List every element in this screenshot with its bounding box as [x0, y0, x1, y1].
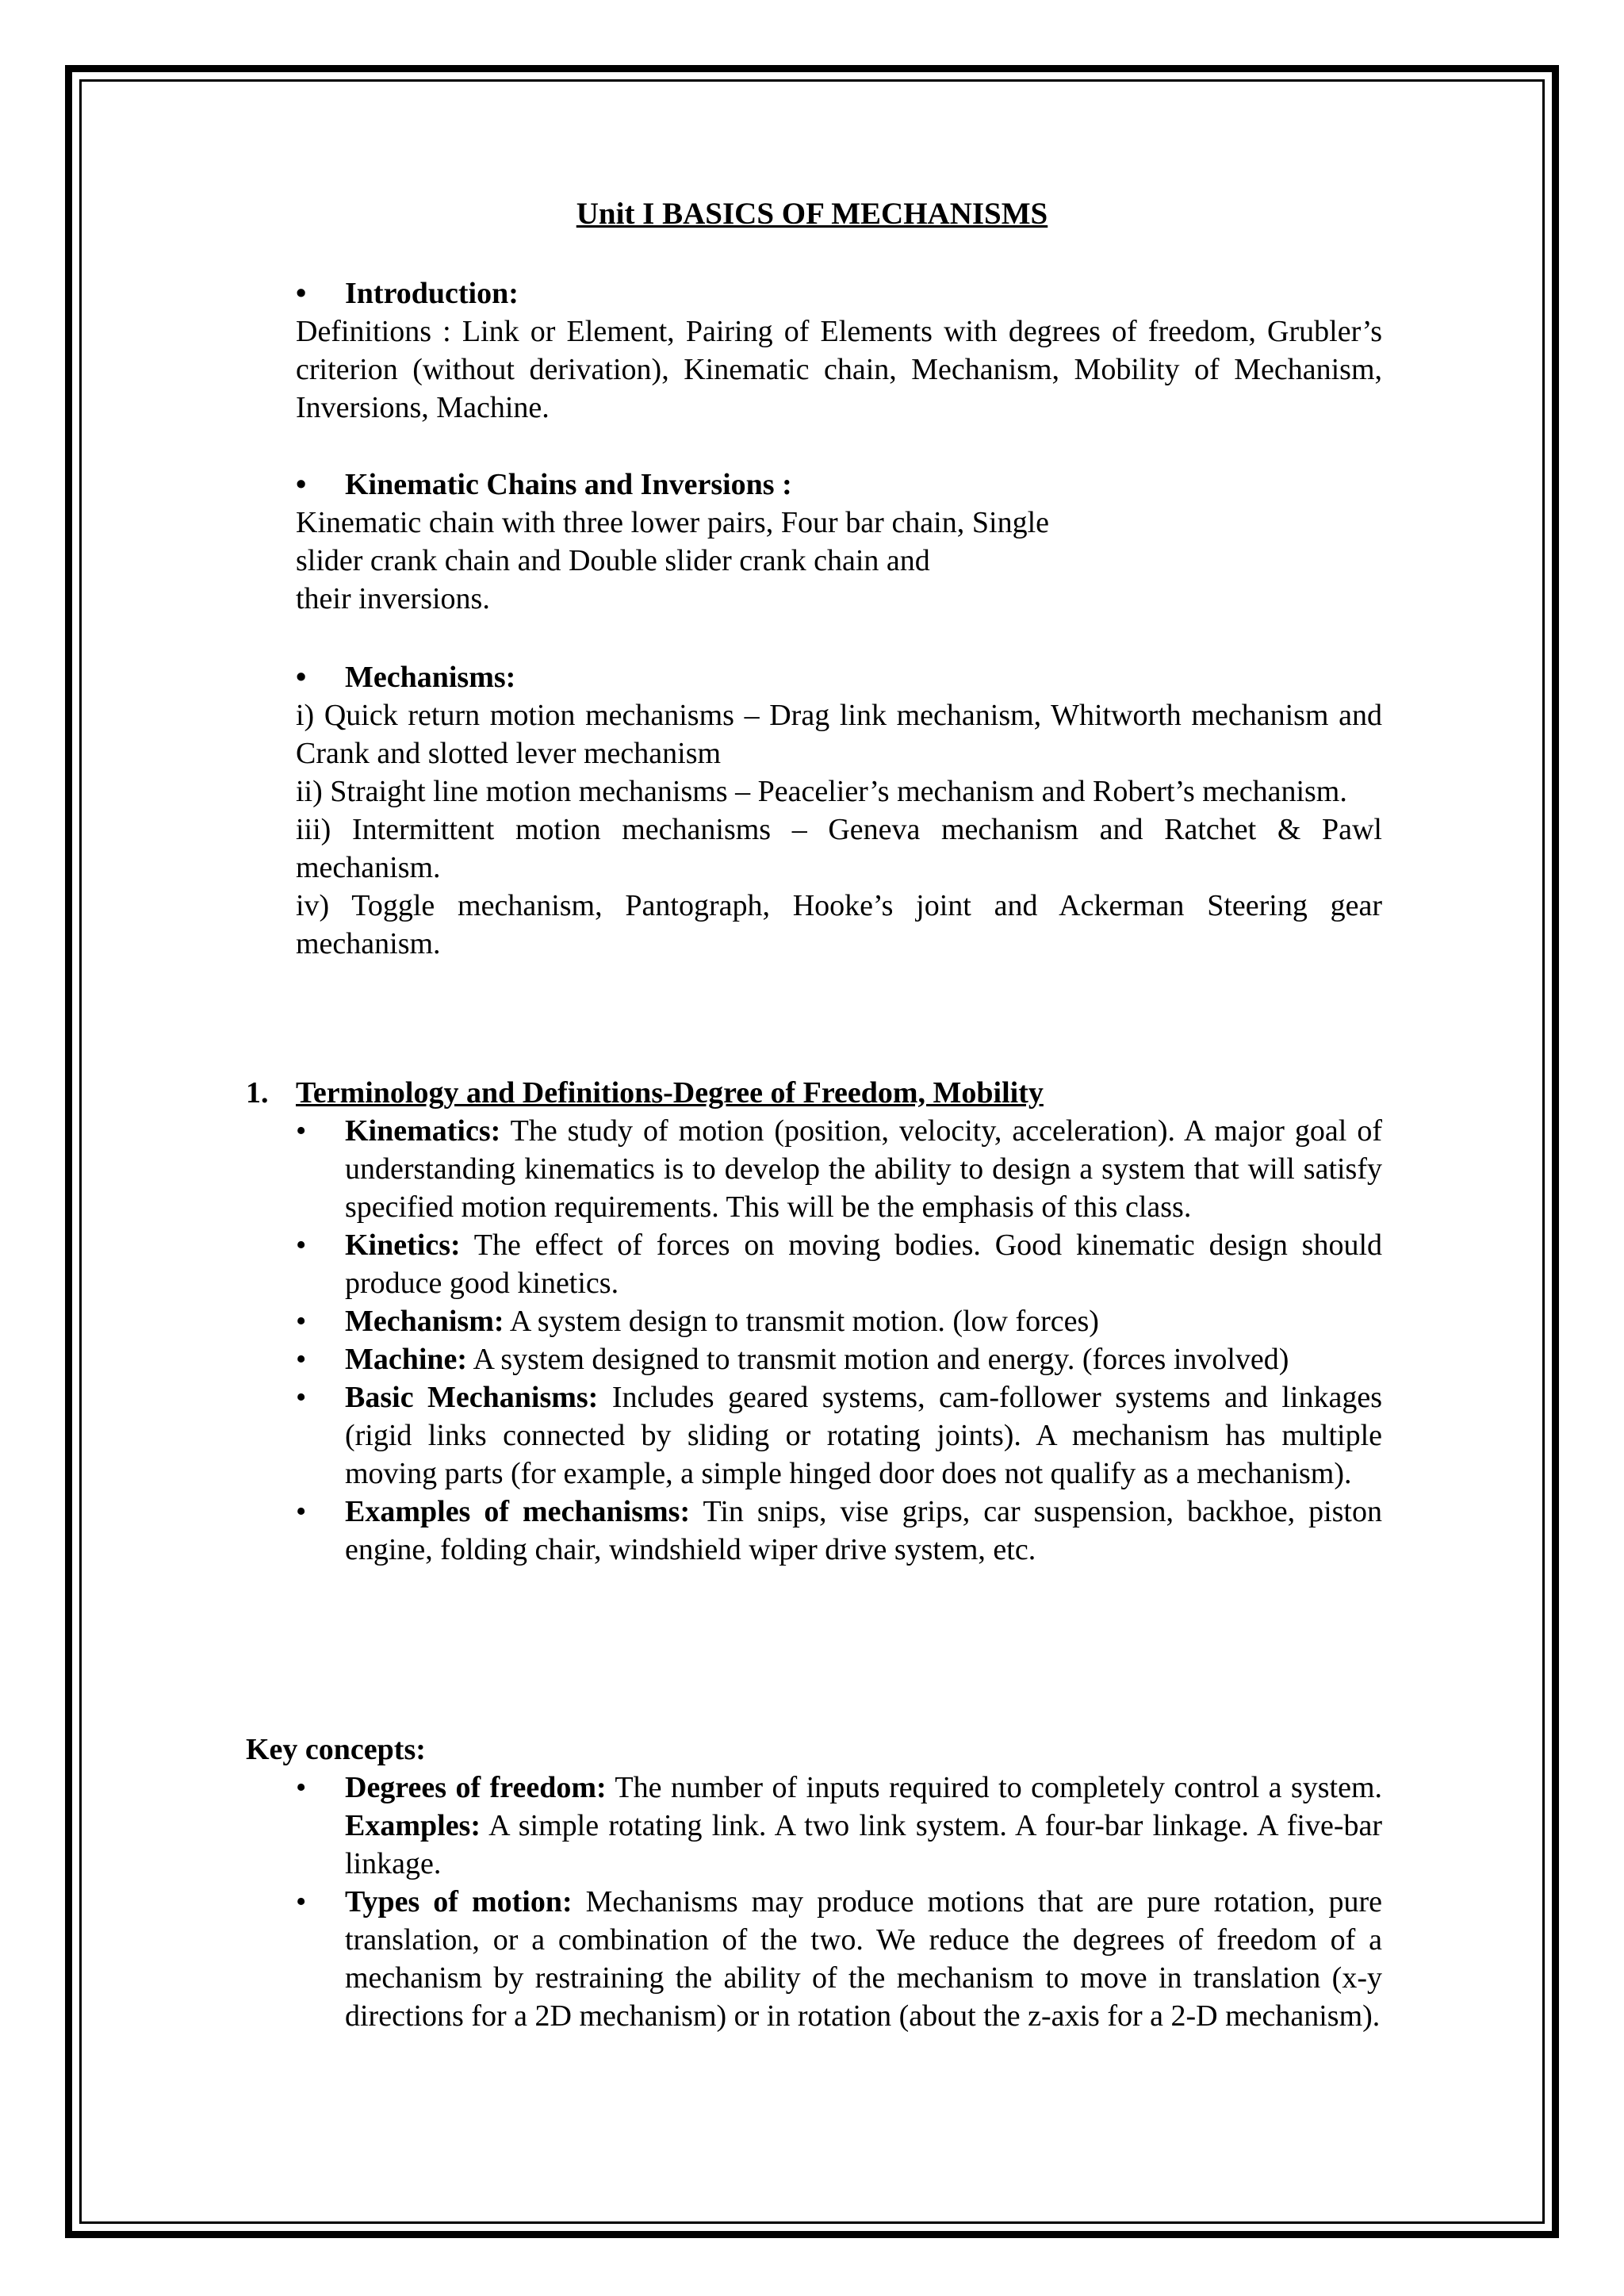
list-item	[296, 1340, 1382, 1378]
list-item	[296, 1226, 1382, 1302]
key-concepts-heading: Key concepts:	[246, 1733, 426, 1766]
section-number: 1.	[246, 1076, 269, 1110]
term-text: A simple rotating link. A two link system. A four-bar linkage. A five-bar linkage.	[345, 1809, 1382, 1880]
term-text: A system design to transmit motion. (low forces)	[504, 1305, 1099, 1338]
term-label: Basic Mechanisms:	[345, 1381, 599, 1414]
mechanisms-item-i: i) Quick return motion mechanisms – Drag link mechanism, Whitworth mechanism and Crank and slotted lever mechanism	[296, 699, 1382, 770]
term-label: Machine:	[345, 1343, 468, 1376]
term-label: Types of motion:	[345, 1885, 573, 1918]
chains-section	[296, 466, 1382, 618]
bullet-icon: •	[296, 277, 307, 310]
term-label: Mechanism:	[345, 1305, 504, 1338]
chains-text-line2: their inversions.	[296, 582, 490, 615]
term-text: Includes geared systems, cam-follower systems and linkages (rigid links connected by sliding or rotating joints). A mechanism has multiple moving parts (for example, a simple hinged door does not qualify as a mechanism).	[345, 1381, 1382, 1490]
chains-heading: • Kinematic Chains and Inversions :	[296, 466, 1382, 504]
key-concepts-list	[296, 1769, 1382, 2035]
section-1-heading	[246, 1074, 1044, 1112]
bullet-icon: •	[296, 661, 307, 694]
list-item	[296, 1302, 1382, 1340]
term-label: Degrees of freedom:	[345, 1771, 607, 1804]
term-text: Tin snips, vise grips, car suspension, backhoe, piston engine, folding chair, windshield wiper drive system, etc.	[345, 1495, 1382, 1566]
intro-heading: • Introduction:	[296, 274, 1382, 312]
term-text: A system designed to transmit motion and energy. (forces involved)	[467, 1343, 1289, 1376]
bullet-icon: •	[296, 1114, 307, 1148]
mechanisms-heading: • Mechanisms:	[296, 658, 1382, 696]
section-title: Terminology and Definitions-Degree of Freedom, Mobility	[296, 1076, 1044, 1110]
term-text: The effect of forces on moving bodies. Good kinematic design should produce good kinetics.	[345, 1228, 1382, 1300]
list-item	[296, 1378, 1382, 1493]
chains-text-line1: Kinematic chain with three lower pairs, Four bar chain, Single slider crank chain and Double slider crank chain and	[296, 506, 1049, 577]
bullet-icon: •	[296, 1885, 307, 1918]
term-label: Examples of mechanisms:	[345, 1495, 691, 1528]
examples-label: Examples:	[345, 1809, 481, 1842]
bullet-icon: •	[296, 1771, 307, 1804]
bullet-icon: •	[296, 1228, 307, 1262]
term-text: Mechanisms may produce motions that are pure rotation, pure translation, or a combination of the two. We reduce the degrees of freedom of a mechanism by restraining the ability of the mechanism to move in translation (x-y directions for a 2D mechanism) or in rotation (about the z-axis for a 2-D mechanism).	[345, 1885, 1382, 2033]
mechanisms-item-ii: ii) Straight line motion mechanisms – Peacelier’s mechanism and Robert’s mechanism.	[296, 775, 1347, 808]
list-item	[296, 1769, 1382, 1883]
intro-text: Definitions : Link or Element, Pairing of Elements with degrees of freedom, Grubler’s criterion (without derivation), Kinematic chain, Mechanism, Mobility of Mechanism, Inversions, Machine.	[296, 315, 1382, 424]
mechanisms-item-iv: iv) Toggle mechanism, Pantograph, Hooke’s joint and Ackerman Steering gear mechanism.	[296, 889, 1382, 960]
list-item	[296, 1112, 1382, 1226]
page-title: Unit I BASICS OF MECHANISMS	[576, 197, 1048, 231]
list-item	[296, 1493, 1382, 1569]
mechanisms-item-iii: iii) Intermittent motion mechanisms – Geneva mechanism and Ratchet & Pawl mechanism.	[296, 813, 1382, 884]
term-text: The number of inputs required to completely control a system.	[606, 1771, 1383, 1804]
intro-section	[296, 274, 1382, 427]
bullet-icon: •	[296, 1305, 307, 1338]
bullet-icon: •	[296, 468, 307, 501]
list-item	[296, 1883, 1382, 2035]
term-label: Kinematics:	[345, 1114, 501, 1148]
bullet-icon: •	[296, 1381, 307, 1414]
bullet-icon: •	[296, 1343, 307, 1376]
definitions-list	[296, 1112, 1382, 1569]
term-label: Kinetics:	[345, 1228, 461, 1262]
mechanisms-section	[296, 658, 1382, 963]
term-text: The study of motion (position, velocity, acceleration). A major goal of understanding kinematics is to develop the ability to design a system that will satisfy specified motion requirements. This will be the emphasis of this class.	[345, 1114, 1382, 1224]
bullet-icon: •	[296, 1495, 307, 1528]
